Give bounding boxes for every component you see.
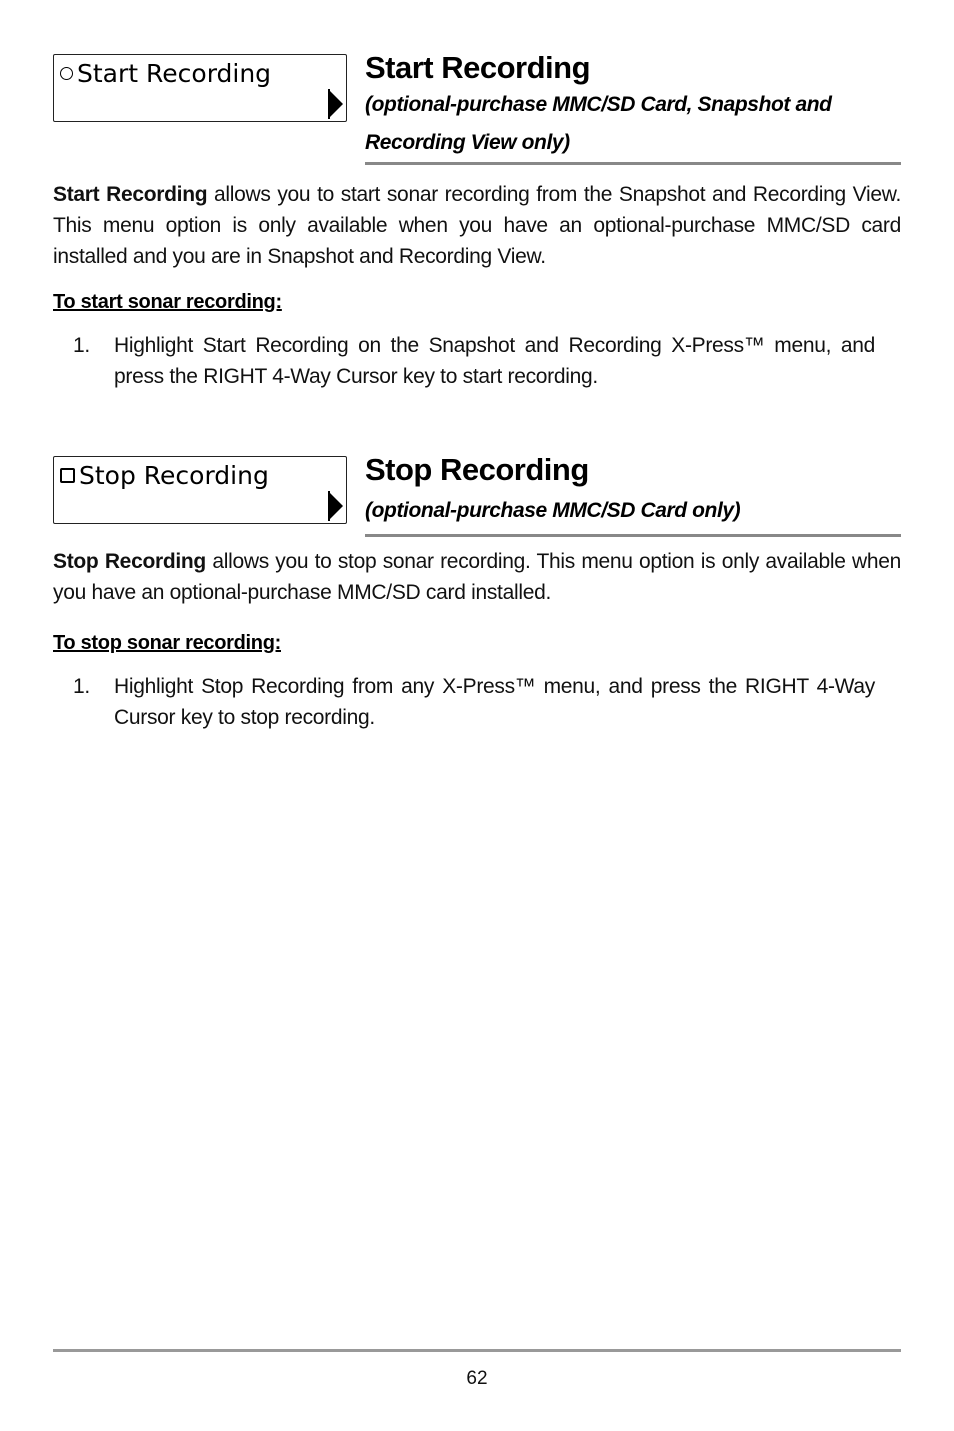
start-recording-procedure-heading: To start sonar recording: xyxy=(53,291,282,313)
start-recording-menu-item xyxy=(53,54,347,122)
stop-recording-intro xyxy=(53,546,901,608)
stop-recording-menu-label: Stop Recording xyxy=(79,461,269,490)
start-recording-intro-text: allows you to start sonar recording from the Snapshot and Recording View. This menu option is only available when you have an optional-purchase MMC/SD card installed and you are in Snapshot and Recording View. xyxy=(53,183,901,268)
start-recording-title: Start Recording xyxy=(365,50,591,85)
stop-recording-heading xyxy=(365,452,901,537)
step-number: 1. xyxy=(73,675,90,698)
page-number: 62 xyxy=(466,1368,488,1389)
start-recording-intro-bold: Start Recording xyxy=(53,183,208,206)
stop-recording-intro-text: allows you to stop sonar recording. This menu option is only available when you have an optional-purchase MMC/SD card installed. xyxy=(53,550,901,604)
start-recording-subtitle-line2: Recording View only) xyxy=(365,131,570,154)
start-recording-menu-label-wrap xyxy=(60,59,271,88)
square-checkbox-icon xyxy=(60,468,75,483)
stop-recording-subtitle-line1: (optional-purchase MMC/SD Card only) xyxy=(365,499,741,522)
stop-recording-intro-bold: Stop Recording xyxy=(53,550,206,573)
step-text: Highlight Start Recording on the Snapshot and Recording X-Press™ menu, and press the RIGHT 4-Way Cursor key to start recording. xyxy=(114,334,875,388)
stop-recording-menu-item xyxy=(53,456,347,524)
right-arrow-icon xyxy=(330,91,343,117)
step-text: Highlight Stop Recording from any X-Press™ menu, and press the RIGHT 4-Way Cursor key to stop recording. xyxy=(114,675,875,729)
step-number: 1. xyxy=(73,334,90,357)
start-recording-intro xyxy=(53,179,901,272)
stop-recording-menu-label-wrap xyxy=(60,461,269,490)
start-recording-step xyxy=(53,330,875,392)
right-arrow-icon xyxy=(330,493,343,519)
start-recording-heading xyxy=(365,50,901,165)
start-recording-menu-label: Start Recording xyxy=(77,59,272,88)
footer-divider xyxy=(53,1349,901,1352)
start-recording-subtitle-line1: (optional-purchase MMC/SD Card, Snapshot and xyxy=(365,93,832,116)
stop-recording-step xyxy=(53,671,875,733)
stop-recording-procedure-heading: To stop sonar recording: xyxy=(53,632,281,654)
stop-recording-title: Stop Recording xyxy=(365,452,589,487)
radio-circle-icon xyxy=(60,67,73,80)
